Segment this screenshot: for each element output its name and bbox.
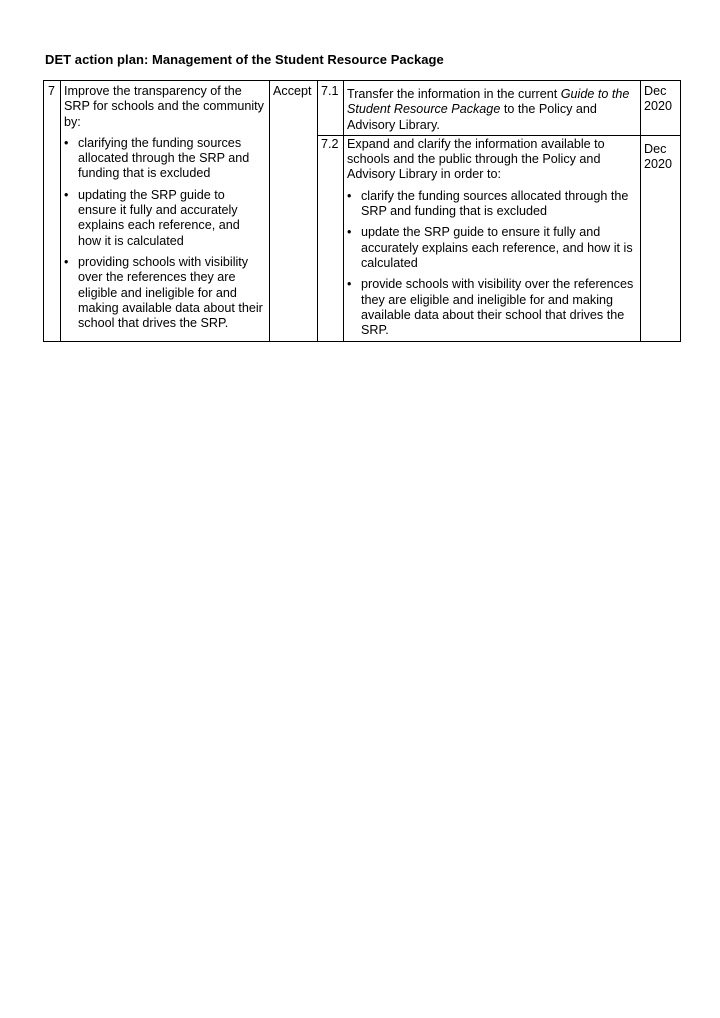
page-title: DET action plan: Management of the Student Resource Package xyxy=(45,52,444,67)
list-item: • clarifying the funding sources allocated through the SRP and funding that is excluded xyxy=(78,136,266,182)
list-item: • provide schools with visibility over the references they are eligible and ineligible for and making available data about their school that drives the SRP. xyxy=(361,277,637,338)
action-text-part: Transfer the information in the current xyxy=(347,87,561,101)
due-year: 2020 xyxy=(644,157,673,172)
guide-title: Guide to the Student Resource Package xyxy=(347,87,630,117)
list-item: • updating the SRP guide to ensure it fully and accurately explains each reference, and how it is calculated xyxy=(78,188,266,249)
table-row xyxy=(44,81,681,136)
due-date xyxy=(641,135,681,342)
response-cell: Accept xyxy=(270,81,318,342)
due-month: Dec xyxy=(644,84,667,98)
action-text xyxy=(344,135,641,342)
action-intro: Expand and clarify the information available to schools and the public through the Policy and Advisory Library in order to: xyxy=(347,136,605,182)
due-month: Dec xyxy=(644,141,667,156)
recommendation-cell xyxy=(61,81,270,342)
action-number: 7.2 xyxy=(318,135,344,342)
action-plan-table xyxy=(43,80,681,342)
action-text xyxy=(344,81,641,136)
recommendation-bullets xyxy=(64,136,266,332)
list-item: • providing schools with visibility over the references they are eligible and ineligible for and making available data about their school that drives the SRP. xyxy=(78,255,266,331)
due-year: 2020 xyxy=(644,99,673,114)
recommendation-number: 7 xyxy=(44,81,61,342)
action-number: 7.1 xyxy=(318,81,344,136)
action-bullets xyxy=(347,189,637,339)
due-date xyxy=(641,81,681,136)
recommendation-intro: Improve the transparency of the SRP for schools and the community by: xyxy=(64,84,264,129)
action-text-part: to the Policy and Advisory Library. xyxy=(347,102,597,132)
list-item: • clarify the funding sources allocated through the SRP and funding that is excluded xyxy=(361,189,637,220)
list-item: • update the SRP guide to ensure it fully and accurately explains each reference, and how it is calculated xyxy=(361,225,637,271)
